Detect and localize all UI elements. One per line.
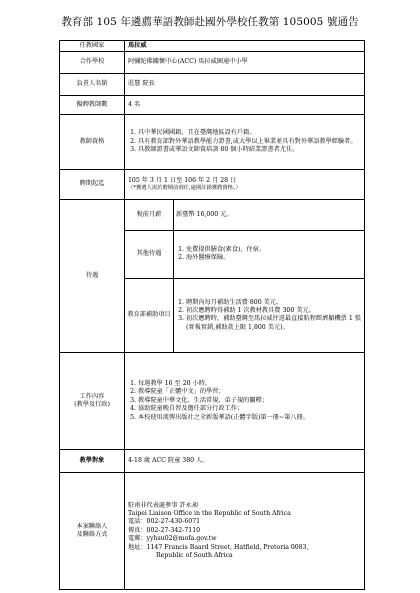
- page-title: 教育部 105 年遴薦華語教師赴國外學校任教第 105005 號通告: [61, 16, 359, 28]
- period-note: （*獲選人需於聘期前到任,逾期註銷獲聘資格。）: [128, 185, 241, 192]
- list-item: 2. 具有教育部對外華語教學能力證書,或大學以上畢業並具有對外華語教學經驗者。: [138, 138, 361, 146]
- label-salary: 稅前月薪: [125, 200, 174, 230]
- period-dates: 105 年 3 月 1 日至 106 年 2 月 28 日: [128, 176, 237, 184]
- contact-email[interactable]: 電郵：yyhsu02@mofa.gov.tw: [128, 535, 217, 543]
- subsidy-list: [176, 299, 362, 332]
- benefits-subtable: [125, 200, 364, 352]
- row-work: [60, 353, 365, 450]
- contact-address: 地址：1147 Francis Baard Street, Hatfield, Pretoria 0083,: [128, 543, 309, 551]
- label-target: 教學對象: [60, 450, 125, 473]
- contact-fax: 傳真：002-27-342-7110: [128, 526, 201, 534]
- row-benefits: [60, 200, 365, 353]
- label-benefits: 待遇: [60, 200, 125, 353]
- contact-phone: 電話：002-27-430-6071: [128, 518, 201, 526]
- label-qualification: 教師資格: [60, 115, 125, 170]
- list-item: 1. 具中華民國國籍，且在臺灣地區設有戶籍。: [138, 129, 361, 137]
- label-count: 擬聘教師數: [60, 96, 125, 115]
- contact-label-line1: 本案聯絡人: [76, 522, 108, 530]
- row-count: [60, 96, 365, 115]
- value-count: 4 名: [125, 96, 365, 115]
- label-country: 任教國家: [60, 41, 125, 52]
- row-contact: [60, 473, 365, 590]
- list-item: 1. 每週教學 16 至 20 小時。: [138, 380, 361, 388]
- benefit-salary-row: [125, 200, 364, 230]
- contact-line: 駐南非代表處參事 許永昶: [128, 501, 199, 509]
- value-person: 莊慧 院長: [125, 74, 365, 96]
- row-qualification: [60, 115, 365, 170]
- row-country: [60, 41, 365, 52]
- list-item: 2. 教導院童「正體中文」的學習；: [138, 388, 361, 396]
- contact-label-line2: 及聯絡方式: [76, 531, 108, 538]
- label-person: 負責人名銜: [60, 74, 125, 96]
- label-other: 其他待遇: [125, 230, 174, 278]
- work-list: [128, 380, 361, 422]
- list-item: 5. 本校使用流傳出版社之全新版華語(正體字版)第一冊~第八冊。: [138, 414, 361, 422]
- list-item: 4. 協助院童晚自習及擔任部分行政工作；: [138, 405, 361, 413]
- benefit-subsidy-row: [125, 278, 364, 352]
- value-qualification: [125, 115, 365, 170]
- other-list: [176, 246, 362, 263]
- value-school: 阿彌陀佛關懷中心(ACC) 馬拉威園通中小學: [125, 52, 365, 74]
- list-item: 3. 初次應聘時，補助臺灣至馬拉威往返最直接航程經濟艙機票 1 張(實報實銷,補助款上限 1,800 美元)。: [186, 315, 362, 332]
- list-item: 3. 具教師證書或華語文師資培訓 80 個小時結業證書者尤佳。: [138, 146, 361, 154]
- value-subsidy: [174, 278, 365, 352]
- value-target: 4-18 歲 ACC 院童 380 人。: [125, 450, 365, 473]
- value-benefits: [125, 200, 365, 353]
- value-contact: [125, 473, 365, 590]
- value-work: [125, 353, 365, 450]
- row-period: [60, 170, 365, 200]
- contact-address-line2: Republic of South Africa: [156, 551, 233, 559]
- announcement-table: [59, 40, 365, 590]
- list-item: 1. 聘期內每月補助生活費 800 美元。: [186, 299, 362, 307]
- list-item: 2. 初次應聘時得補助 1 次教材教具費 300 美元。: [186, 307, 362, 315]
- label-school: 合作學校: [60, 52, 125, 74]
- list-item: 3. 教導院童中華文化、生活常規、弟子規的關釋；: [138, 397, 361, 405]
- label-contact: [60, 473, 125, 590]
- work-label-line1: 工作內容: [79, 392, 105, 400]
- row-target: [60, 450, 365, 473]
- row-person: [60, 74, 365, 96]
- list-item: 2. 海外醫療保險。: [186, 254, 362, 262]
- contact-line: Taipei Liaison Office in the Republic of South Africa: [128, 510, 291, 518]
- work-label-line2: (教學及行政): [74, 401, 110, 408]
- label-work: [60, 353, 125, 450]
- benefit-other-row: [125, 230, 364, 278]
- label-subsidy: 教育部補助項目: [125, 278, 174, 352]
- value-salary: 新臺幣 16,000 元。: [176, 210, 233, 218]
- value-country: 馬拉威: [125, 41, 365, 52]
- row-school: [60, 52, 365, 74]
- value-period: [125, 170, 365, 200]
- list-item: 1. 免費提供膳食(素食)、住宿。: [186, 246, 362, 254]
- label-period: 聘期起迄: [60, 170, 125, 200]
- value-other: [174, 230, 365, 278]
- qualification-list: [128, 129, 361, 154]
